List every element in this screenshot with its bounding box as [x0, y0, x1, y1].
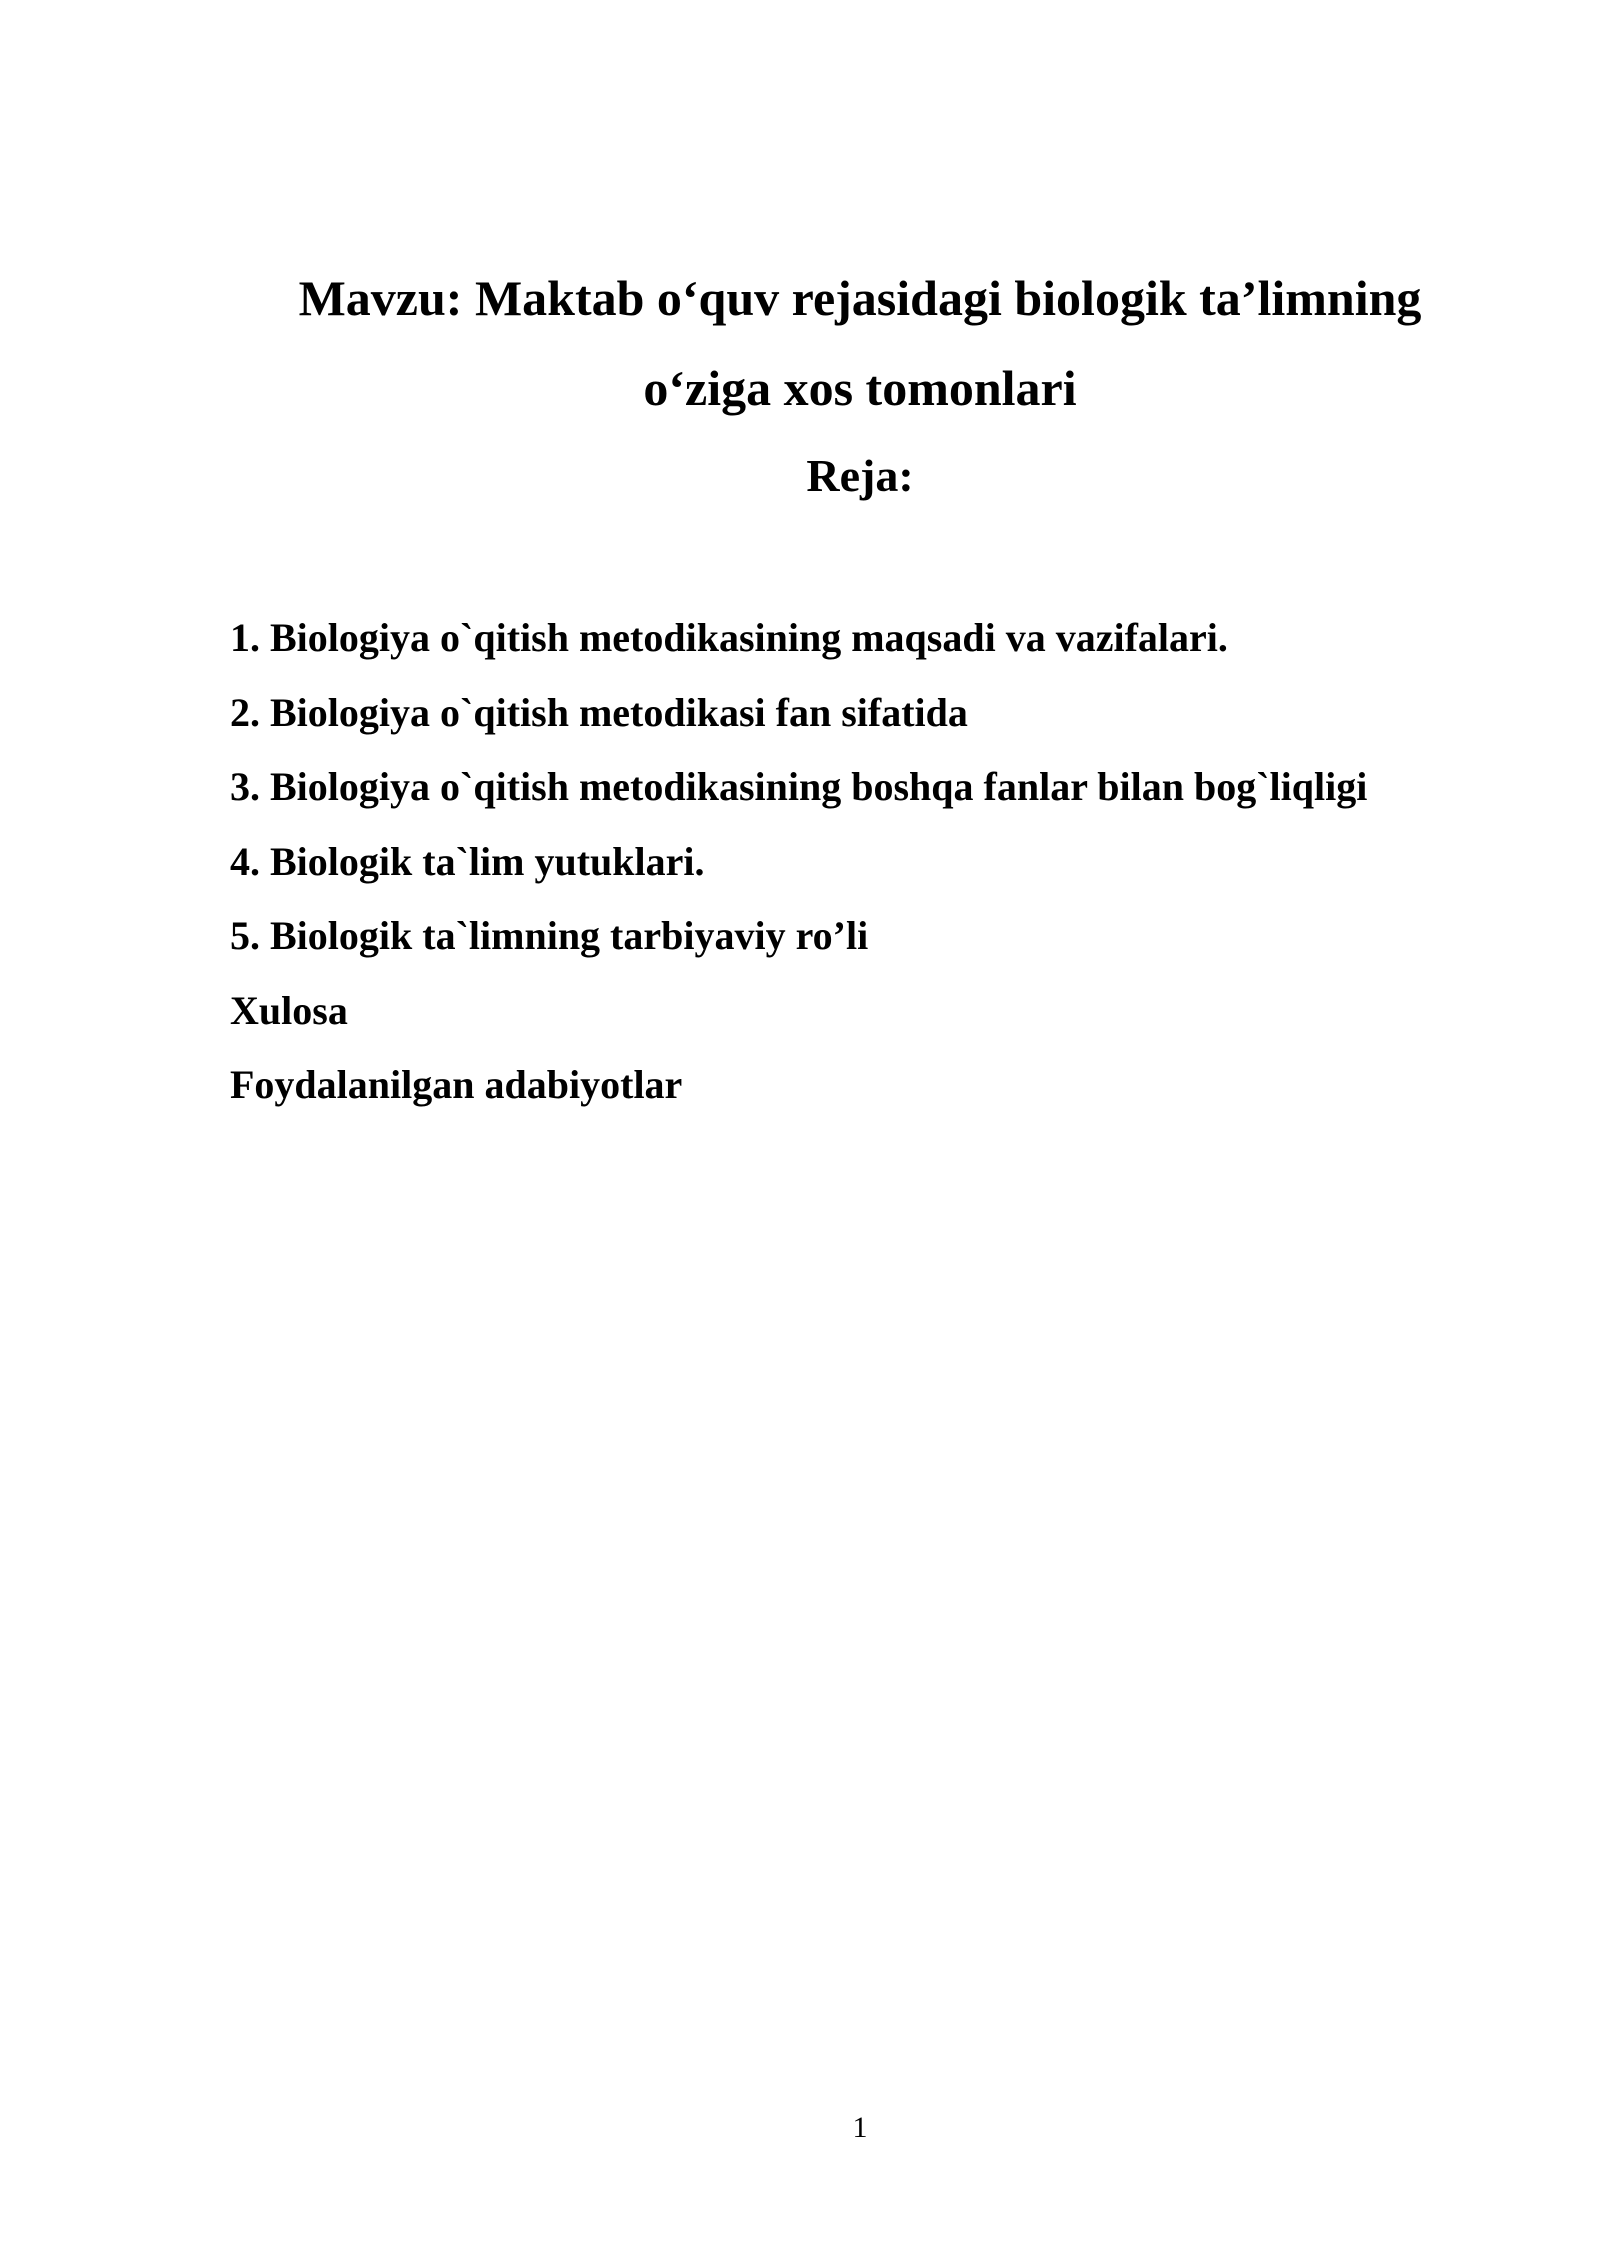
plan-item-references: Foydalanilgan adabiyotlar: [230, 1062, 683, 1107]
title-line-1: Mavzu: Maktab o‘quv rejasidagi biologik ta’limning: [298, 270, 1422, 326]
plan-item-5: 5. Biologik ta`limning tarbiyaviy ro’li: [230, 913, 869, 958]
plan-item-1: 1. Biologiya o`qitish metodikasining maqsadi va vazifalari.: [230, 615, 1228, 660]
plan-item-2: 2. Biologiya o`qitish metodikasi fan sifatida: [230, 689, 968, 735]
title-line-2: o‘ziga xos tomonlari: [643, 360, 1077, 416]
plan-item-3: 3. Biologiya o`qitish metodikasining boshqa fanlar bilan bog`liqligi: [230, 764, 1368, 809]
plan-heading: Reja:: [806, 450, 914, 501]
plan-list: [230, 614, 1367, 1136]
plan-item-4: 4. Biologik ta`lim yutuklari.: [230, 838, 705, 884]
plan-item-conclusion: Xulosa: [230, 987, 348, 1033]
page-number: 1: [852, 2111, 868, 2144]
